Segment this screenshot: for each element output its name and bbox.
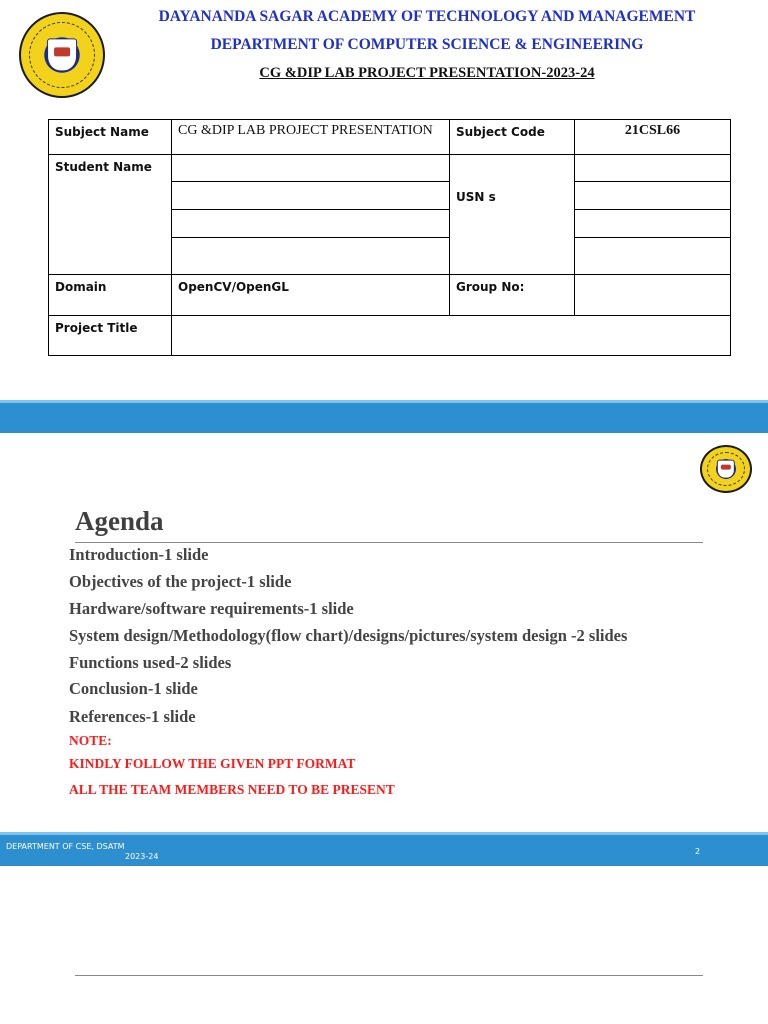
usn-field-2[interactable] (574, 181, 731, 210)
domain-label: Domain (48, 274, 172, 316)
student-name-field-3[interactable] (171, 209, 450, 238)
student-name-field-2[interactable] (171, 181, 450, 210)
agenda-item: Functions used-2 slides (69, 653, 232, 672)
agenda-item: Objectives of the project-1 slide (69, 572, 292, 591)
agenda-divider (75, 542, 703, 543)
subject-name-label: Subject Name (48, 119, 172, 155)
subject-code-value: 21CSL66 (574, 119, 731, 155)
group-no-field[interactable] (574, 274, 731, 316)
slide-seal-logo (700, 445, 752, 493)
footer-department: DEPARTMENT OF CSE, DSATM (6, 842, 125, 851)
subject-code-label: Subject Code (449, 119, 575, 155)
note-heading: NOTE: (69, 733, 112, 748)
domain-value: OpenCV/OpenGL (171, 274, 450, 316)
agenda-item: System design/Methodology(flow chart)/designs/pictures/system design -2 slides (69, 626, 628, 645)
subject-name-value: CG &DIP LAB PROJECT PRESENTATION (171, 119, 450, 155)
agenda-item: References-1 slide (69, 707, 196, 726)
presentation-title: CG &DIP LAB PROJECT PRESENTATION-2023-24 (259, 65, 595, 81)
student-name-field-1[interactable] (171, 154, 450, 182)
usn-field-1[interactable] (574, 154, 731, 182)
project-title-field[interactable] (171, 315, 731, 356)
footer-page-number: 2 (695, 847, 701, 856)
agenda-item: Introduction-1 slide (69, 545, 209, 564)
department-title: DEPARTMENT OF COMPUTER SCIENCE & ENGINEERING (210, 36, 644, 53)
slide-footer-band (0, 832, 768, 866)
agenda-item: Conclusion-1 slide (69, 679, 198, 698)
usn-field-4[interactable] (574, 237, 731, 275)
student-name-field-4[interactable] (171, 237, 450, 275)
usn-label-text: USN s (456, 190, 496, 204)
slide-header-band (0, 400, 768, 433)
group-no-label: Group No: (449, 274, 575, 316)
footer-year: 2023-24 (125, 852, 159, 861)
student-name-label: Student Name (48, 154, 172, 275)
note-line: ALL THE TEAM MEMBERS NEED TO BE PRESENT (69, 782, 395, 797)
next-slide-divider (75, 975, 703, 976)
institution-title: DAYANANDA SAGAR ACADEMY OF TECHNOLOGY AND MANAGEMENT (158, 8, 696, 25)
usn-field-3[interactable] (574, 209, 731, 238)
usn-label (449, 154, 575, 275)
note-line: KINDLY FOLLOW THE GIVEN PPT FORMAT (69, 756, 356, 771)
agenda-item: Hardware/software requirements-1 slide (69, 599, 354, 618)
project-title-label: Project Title (48, 315, 172, 356)
agenda-title: Agenda (75, 506, 164, 536)
